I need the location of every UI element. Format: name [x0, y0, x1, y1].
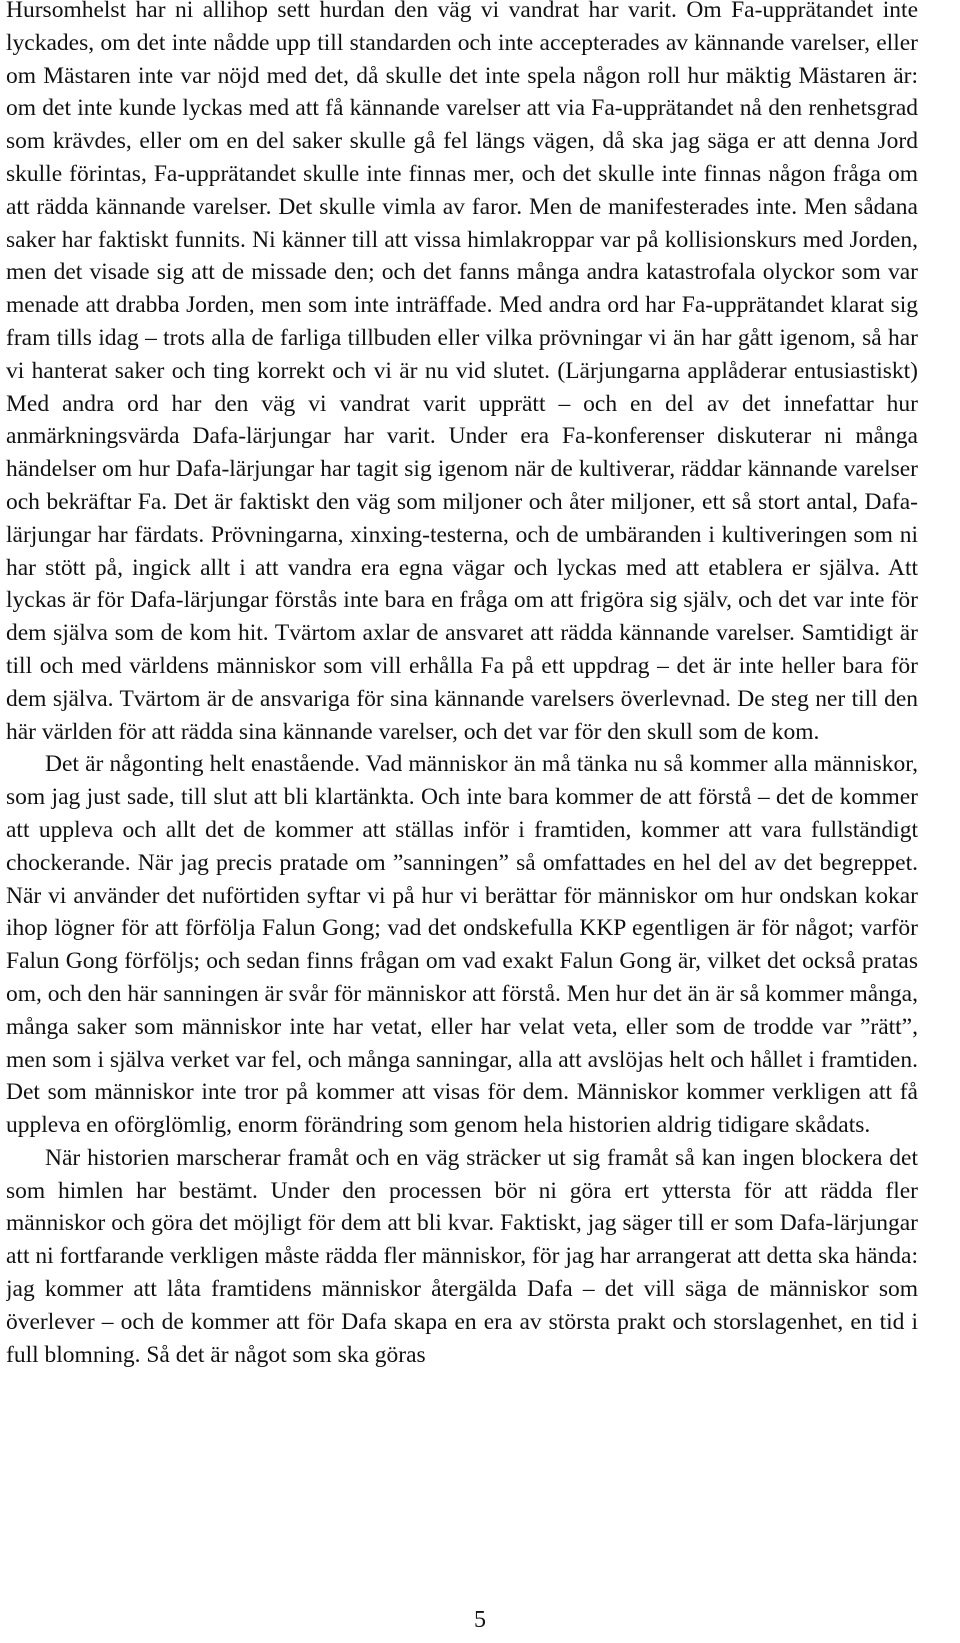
body-text: [6, 0, 918, 1371]
paragraph-3: När historien marscherar framåt och en väg sträcker ut sig framåt så kan ingen blockera det som himlen har bestämt. Under den processen bör ni göra ert yttersta för att rädda fler människor och göra det möjligt för dem att bli kvar. Faktiskt, jag säger till er som Dafa-lärjungar att ni fortfarande verkligen måste rädda fler människor, för jag har arrangerat att detta ska hända: jag kommer att låta framtidens människor återgälda Dafa – det vill säga de människor som överlever – och de kommer att för Dafa skapa en era av största prakt och storslagenhet, en tid i full blomning. Så det är något som ska göras: [6, 1144, 918, 1368]
paragraph-2: Det är någonting helt enastående. Vad människor än må tänka nu så kommer alla människor, som jag just sade, till slut att bli klartänkta. Och inte bara kommer de att förstå – det de kommer att uppleva och allt det de kommer att ställas inför i framtiden, kommer att vara fullständigt chockerande. När jag precis pratade om ”sanningen” så omfattades en hel del av det begreppet. När vi använder det nuförtiden syftar vi på hur vi berättar för människor om hur ondskan kokar ihop lögner för att förfölja Falun Gong; vad det ondskefulla KKP egentligen är för något; varför Falun Gong förföljs; och sedan finns frågan om vad exakt Falun Gong är, vilket det också pratas om, och den här sanningen är svår för människor att förstå. Men hur det än är så kommer många, många saker som människor inte har vetat, eller har velat veta, eller som de trodde var ”rätt”, men som i själva verket var fel, och många sanningar, alla att avslöjas helt och hållet i framtiden. Det som människor inte tror på kommer att visas för dem. Människor kommer verkligen att få uppleva en oförglömlig, enorm förändring som genom hela historien aldrig tidigare skådats.: [6, 751, 918, 1139]
paragraph-1: Hursomhelst har ni allihop sett hurdan den väg vi vandrat har varit. Om Fa-upprätandet inte lyckades, om det inte nådde upp till standarden och inte accepterades av kännande varelser, eller om Mästaren inte var nöjd med det, då skulle det inte spela någon roll hur mäktig Mästaren är: om det inte kunde lyckas med att få kännande varelser att via Fa-upprätandet nå den renhetsgrad som krävdes, eller om en del saker skulle gå fel längs vägen, då ska jag säga er att denna Jord skulle förintas, Fa-upprätandet skulle inte finnas mer, och det skulle inte finnas någon fråga om att rädda kännande varelser. Det skulle vimla av faror. Men de manifesterades inte. Men sådana saker har faktiskt funnits. Ni känner till att vissa himlakroppar var på kollisionskurs med Jorden, men det visade sig att de missade den; och det fanns många andra katastrofala olyckor som var menade att drabba Jorden, men som inte inträffade. Med andra ord har Fa-upprätandet klarat sig fram tills idag – trots alla de farliga tillbuden eller vilka prövningar vi än har gått igenom, så har vi hanterat saker och ting korrekt och vi är nu vid slutet. (Lärjungarna applåderar entusiastiskt) Med andra ord har den väg vi vandrat varit upprätt – och en del av det innefattar hur anmärkningsvärda Dafa-lärjungar har varit. Under era Fa-konferenser diskuterar ni många händelser om hur Dafa-lärjungar har tagit sig igenom när de kultiverar, räddar kännande varelser och bekräftar Fa. Det är faktiskt den väg som miljoner och åter miljoner, ett så stort antal, Dafa-lärjungar har färdats. Prövningarna, xinxing-testerna, och de umbäranden i kultiveringen som ni har stött på, ingick allt i att vandra era egna vägar och lyckas med att etablera er själva. Att lyckas är för Dafa-lärjungar förstås inte bara en fråga om att frigöra sig själv, och det var inte för dem själva som de kom hit. Tvärtom axlar de ansvaret att rädda kännande varelser. Samtidigt är till och med världens människor som vill erhålla Fa på ett uppdrag – det är inte heller bara för dem själva. Tvärtom är de ansvariga för sina kännande varelsers överlevnad. De steg ner till den här världen för att rädda sina kännande varelser, och det var för den skull som de kom.: [6, 0, 918, 745]
page-number: 5: [474, 1607, 486, 1633]
